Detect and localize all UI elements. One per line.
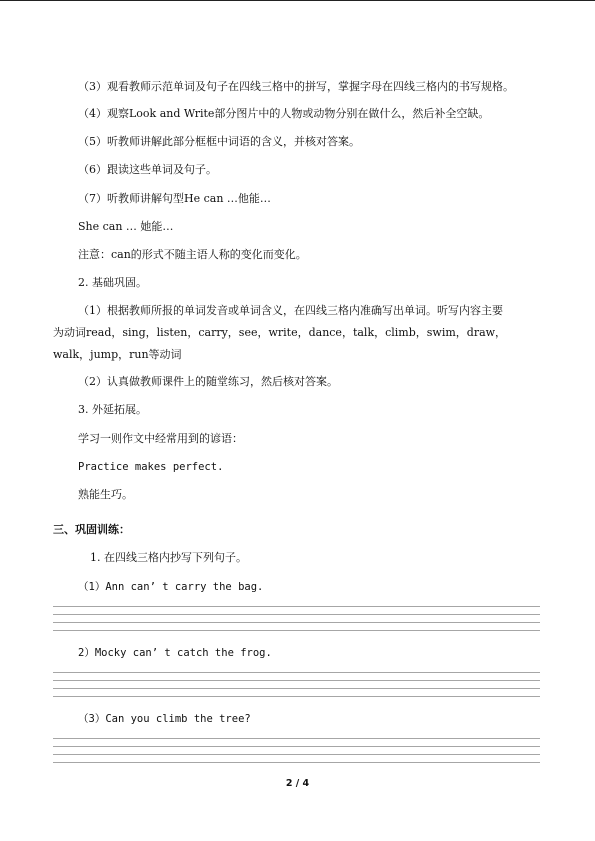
dictation-line-3: walk，jump，run等动词 xyxy=(53,348,182,361)
section-2-title: 2. 基础巩固。 xyxy=(78,276,147,289)
dictation-line-2: 为动词read，sing，listen，carry，see，write，dance，talk，climb，swim，draw， xyxy=(53,326,507,339)
sentence-3: （3）Can you climb the tree? xyxy=(78,713,251,725)
dictation-line-1: （1）根据教师所报的单词发音或单词含义，在四线三格内准确写出单词。听写内容主要 xyxy=(78,304,503,317)
proverb-english: Practice makes perfect. xyxy=(78,461,224,473)
page-number: 2 / 4 xyxy=(285,778,310,789)
note-line: 注意：can的形式不随主语人称的变化而变化。 xyxy=(78,248,307,261)
sentence-1: （1）Ann can’ t carry the bag. xyxy=(78,581,264,593)
section-heading: 三、巩固训练： xyxy=(53,523,130,536)
proverb-chinese: 熟能生巧。 xyxy=(78,488,133,501)
step-7: （7）听教师讲解句型He can …他能… xyxy=(78,192,271,205)
page-top-border xyxy=(0,0,595,1)
four-line-grid-3[interactable] xyxy=(53,738,540,764)
step-5: （5）听教师讲解此部分框框中词语的含义，并核对答案。 xyxy=(78,135,360,148)
she-can-line: She can … 她能… xyxy=(78,220,174,233)
step-3: （3）观看教师示范单词及句子在四线三格中的拼写，掌握字母在四线三格内的书写规格。 xyxy=(78,80,514,93)
proverb-intro: 学习一则作文中经常用到的谚语： xyxy=(78,432,243,445)
copy-instruction: 1. 在四线三格内抄写下列句子。 xyxy=(90,551,247,564)
four-line-grid-2[interactable] xyxy=(53,672,540,698)
exercise-line: （2）认真做教师课件上的随堂练习，然后核对答案。 xyxy=(78,375,338,388)
step-6: （6）跟读这些单词及句子。 xyxy=(78,163,217,176)
sentence-2: 2）Mocky can’ t catch the frog. xyxy=(78,647,272,659)
step-4: （4）观察Look and Write部分图片中的人物或动物分别在做什么，然后补全空缺。 xyxy=(78,107,490,120)
section-3-title: 3. 外延拓展。 xyxy=(78,403,147,416)
four-line-grid-1[interactable] xyxy=(53,606,540,632)
